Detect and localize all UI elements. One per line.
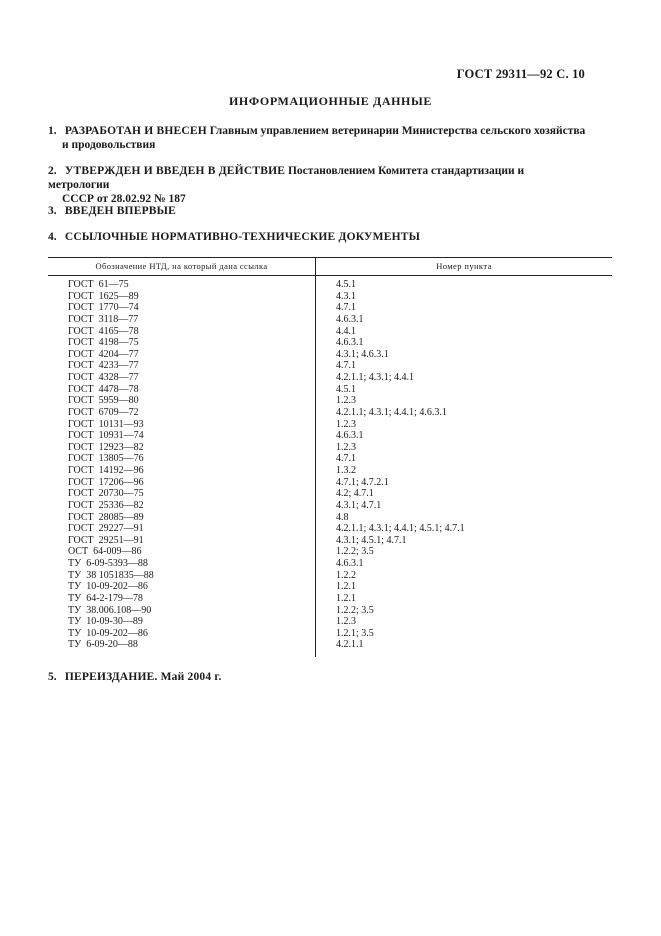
section-number: 5.: [48, 671, 57, 683]
table-row: [0, 291, 661, 303]
reference-document: ТУ 38 1051835—88: [68, 569, 154, 581]
table-row: [0, 372, 661, 384]
reference-document: ГОСТ 12923—82: [68, 441, 144, 453]
table-row: [0, 465, 661, 477]
section-lead: ВВЕДЕН ВПЕРВЫЕ: [64, 205, 177, 217]
reference-document: ГОСТ 10931—74: [68, 430, 144, 442]
clause-numbers: 1.2.3: [336, 441, 356, 453]
clause-numbers: 1.2.2; 3.5: [336, 546, 374, 558]
reference-document: ГОСТ 1625—89: [68, 290, 139, 302]
reference-document: ГОСТ 25336—82: [68, 499, 144, 511]
table-row: [0, 628, 661, 640]
section-lead: УТВЕРЖДЕН И ВВЕДЕН В ДЕЙСТВИЕ: [64, 165, 286, 177]
table-row: [0, 360, 661, 372]
clause-numbers: 1.2.2: [336, 569, 356, 581]
table-row: [0, 407, 661, 419]
reference-document: ТУ 10-09-202—86: [68, 627, 148, 639]
section-number: 3.: [48, 205, 57, 217]
table-row: [0, 593, 661, 605]
reference-document: ТУ 6-09-20—88: [68, 639, 138, 651]
section-5: [48, 670, 588, 684]
clause-numbers: 1.3.2: [336, 465, 356, 476]
reference-document: ГОСТ 4328—77: [68, 372, 139, 383]
clause-numbers: 4.2.1.1: [336, 639, 364, 651]
reference-document: ГОСТ 20730—75: [68, 488, 144, 500]
reference-document: ГОСТ 4198—75: [68, 337, 139, 349]
clause-numbers: 1.2.3: [336, 418, 356, 430]
clause-numbers: 4.5.1: [336, 383, 356, 395]
table-row: [0, 546, 661, 558]
table-row: [0, 442, 661, 454]
table-row: [0, 558, 661, 570]
reference-document: ГОСТ 29251—91: [68, 534, 144, 546]
clause-numbers: 4.6.3.1: [336, 313, 364, 325]
table-row: [0, 639, 661, 651]
table-row: [0, 616, 661, 628]
clause-numbers: 1.2.3: [336, 616, 356, 628]
table-header-clause: Номер пункта: [436, 261, 492, 271]
reference-document: ГОСТ 28085—89: [68, 511, 144, 523]
reference-document: ГОСТ 14192—96: [68, 465, 144, 476]
reference-document: ГОСТ 4478—78: [68, 383, 139, 395]
table-row: [0, 512, 661, 524]
table-row: [0, 326, 661, 338]
section-lead: РАЗРАБОТАН И ВНЕСЕН: [64, 125, 207, 137]
clause-numbers: 4.2.1.1; 4.3.1; 4.4.1; 4.6.3.1: [336, 406, 447, 418]
table-row: [0, 477, 661, 489]
clause-numbers: 4.7.1: [336, 302, 356, 314]
reference-document: ТУ 64-2-179—78: [68, 592, 143, 604]
reference-document: ТУ 38.006.108—90: [68, 604, 152, 616]
table-header-document: Обозначение НТД, на который дана ссылка: [95, 261, 268, 271]
table-header-rule: [48, 275, 612, 276]
clause-numbers: 4.7.1: [336, 360, 356, 372]
reference-document: ГОСТ 5959—80: [68, 395, 139, 407]
section-1: [48, 124, 588, 152]
reference-document: ТУ 10-09-202—86: [68, 581, 148, 593]
table-row: [0, 314, 661, 326]
clause-numbers: 4.6.3.1: [336, 430, 364, 442]
clause-numbers: 1.2.1: [336, 592, 356, 604]
clause-numbers: 1.2.2; 3.5: [336, 604, 374, 616]
clause-numbers: 4.3.1; 4.5.1; 4.7.1: [336, 534, 407, 546]
table-row: [0, 500, 661, 512]
table-top-rule: [48, 257, 612, 258]
clause-numbers: 4.7.1; 4.7.2.1: [336, 476, 389, 488]
clause-numbers: 4.5.1: [336, 279, 356, 290]
clause-numbers: 4.6.3.1: [336, 337, 364, 349]
section-4: [48, 230, 588, 244]
clause-numbers: 4.7.1: [336, 453, 356, 465]
clause-numbers: 4.3.1: [336, 290, 356, 302]
section-body: Постановлением Комитета стандартизации и метрологии: [48, 165, 525, 191]
reference-document: ГОСТ 13805—76: [68, 453, 144, 465]
table-row: [0, 430, 661, 442]
section-number: 2.: [48, 165, 57, 177]
table-row: [0, 605, 661, 617]
table-row: [0, 302, 661, 314]
table-row: [0, 279, 661, 291]
table-row: [0, 395, 661, 407]
page-header-doc-id: ГОСТ 29311—92 С. 10: [456, 67, 585, 81]
section-body: Главным управлением ветеринарии Министерства сельского хозяйства: [209, 125, 586, 137]
page-title: ИНФОРМАЦИОННЫЕ ДАННЫЕ: [229, 94, 432, 108]
table-row: [0, 349, 661, 361]
reference-document: ГОСТ 4165—78: [68, 325, 139, 337]
table-row: [0, 581, 661, 593]
section-number: 4.: [48, 231, 57, 243]
section-2: [48, 164, 588, 206]
reference-document: ГОСТ 4233—77: [68, 360, 139, 372]
section-continuation: и продовольствия: [62, 139, 156, 151]
table-row: [0, 535, 661, 547]
clause-numbers: 1.2.1: [336, 581, 356, 593]
table-row: [0, 453, 661, 465]
table-row: [0, 337, 661, 349]
reference-document: ГОСТ 61—75: [68, 279, 129, 290]
clause-numbers: 1.2.1; 3.5: [336, 627, 374, 639]
clause-numbers: 4.3.1; 4.6.3.1: [336, 348, 389, 360]
section-number: 1.: [48, 125, 57, 137]
section-3: [48, 204, 588, 218]
section-lead: ССЫЛОЧНЫЕ НОРМАТИВНО-ТЕХНИЧЕСКИЕ ДОКУМЕНТЫ: [64, 231, 421, 243]
table-row: [0, 488, 661, 500]
reference-document: ГОСТ 29227—91: [68, 523, 144, 535]
table-row: [0, 523, 661, 535]
clause-numbers: 4.6.3.1: [336, 558, 364, 569]
reference-document: ОСТ 64-009—86: [68, 546, 142, 558]
section-continuation: СССР от 28.02.92 № 187: [62, 193, 186, 205]
clause-numbers: 4.3.1; 4.7.1: [336, 499, 382, 511]
table-row: [0, 570, 661, 582]
reference-document: ГОСТ 17206—96: [68, 476, 144, 488]
reference-document: ГОСТ 10131—93: [68, 418, 144, 430]
reference-table-body: [0, 279, 661, 651]
clause-numbers: 4.8: [336, 511, 349, 523]
clause-numbers: 4.2.1.1; 4.3.1; 4.4.1: [336, 372, 415, 383]
clause-numbers: 4.2; 4.7.1: [336, 488, 374, 500]
clause-numbers: 4.4.1: [336, 325, 356, 337]
reference-document: ТУ 10-09-30—89: [68, 616, 143, 628]
reference-document: ТУ 6-09-5393—88: [68, 558, 148, 569]
clause-numbers: 1.2.3: [336, 395, 356, 407]
reference-document: ГОСТ 3118—77: [68, 313, 139, 325]
reference-document: ГОСТ 1770—74: [68, 302, 139, 314]
table-row: [0, 384, 661, 396]
clause-numbers: 4.2.1.1; 4.3.1; 4.4.1; 4.5.1; 4.7.1: [336, 523, 465, 535]
reference-document: ГОСТ 6709—72: [68, 406, 139, 418]
table-row: [0, 419, 661, 431]
section-lead: ПЕРЕИЗДАНИЕ. Май 2004 г.: [64, 671, 222, 683]
reference-document: ГОСТ 4204—77: [68, 348, 139, 360]
